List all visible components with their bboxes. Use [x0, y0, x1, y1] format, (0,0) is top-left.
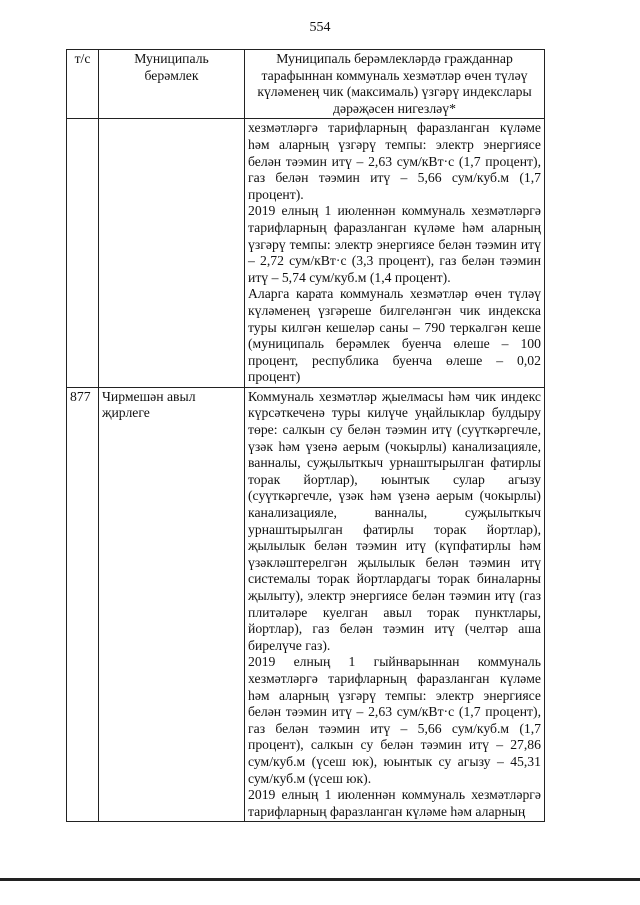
paragraph: хезмәтләргә тарифларның фаразланган күләме һәм аларның үзгәрү темпы: электр энергиясе белән тәэмин итү – 2,63 сум/кВт·с (1,7 процент), газ белән тәэмин итү – 5,66 сум/куб.м (1,7 процент). — [248, 120, 541, 202]
tariff-table — [66, 49, 545, 822]
row-number: 877 — [67, 387, 99, 821]
table-row — [67, 387, 545, 821]
header-number: т/с — [67, 50, 99, 119]
header-description: Муниципаль берәмлекләрдә гражданнар тарафыннан коммуналь хезмәтләр өчен түләү күләменең чик (максималь) үзгәрү индекслары дәрәҗәсен нигезләү* — [245, 50, 545, 119]
page-bottom-rule — [0, 878, 640, 881]
paragraph: 2019 елның 1 гыйнварыннан коммуналь хезмәтләргә тарифларның фаразланган күләме һәм аларның үзгәрү темпы: электр энергиясе белән тәэмин итү – 2,63 сум/кВт·с (1,7 процент), газ белән тәэмин итү – 5,66 сум/куб.м (1,7 процент), салкын су белән тәэмин итү – 27,86 сум/куб.м (үсеш юк), юынтык су агызу – 45,31 сум/куб.м (үсеш юк). — [248, 654, 541, 786]
table-row — [67, 119, 545, 388]
paragraph: 2019 елның 1 июленнән коммуналь хезмәтләргә тарифларның фаразланган күләме һәм аларның үзгәрү темпы: электр энергиясе белән тәэмин итү – 2,72 сум/кВт·с (3,3 процент), газ белән тәэмин итү – 5,74 сум/куб.м (1,4 процент). — [248, 203, 541, 285]
paragraph: Коммуналь хезмәтләр җыелмасы һәм чик индекс күрсәткеченә туры килүче уңайлыклар булдыру төре: салкын су белән тәэмин итү (суүткәргечле, үзәк һәм үзенә аерым (чокырлы) канализацияле, ванналы, суҗылыткыч урнаштырылган фатирлы торак йортлар), юынтык сулар агызу (суүткәргечле, үзәк һәм үзенә аерым (чокырлы) канализацияле, ванналы, суҗылыткыч урнаштырылган фатирлы торак йортлар), җылылык белән тәэмин итү (күпфатирлы һәм үзәкләштерелгән җылылык белән тәэмин итү системалы торак йортлардагы торак биналарны җылыту), электр энергиясе белән тәэмин итү (газ плитәләре куелган авыл торак пунктлары, йортлар), газ белән тәэмин итү (челтәр аша бирелүче газ). — [248, 388, 541, 653]
table-header-row — [67, 50, 545, 119]
paragraph: 2019 елның 1 июленнән коммуналь хезмәтләргә тарифларның фаразланган күләме һәм аларның — [248, 787, 541, 819]
row-municipality: Чирмешән авыл җирлеге — [99, 387, 245, 821]
row-description — [245, 387, 545, 821]
page-number: 554 — [309, 20, 331, 35]
paragraph: Аларга карата коммуналь хезмәтләр өчен түләү күләменең үзгәреше билгеләнгән чик индекска туры килгән кешеләр саны – 790 теркәлгән кеше (муниципаль берәмлек буенча өлеше – 100 процент, республика буенча өлеше – 0,02 процент) — [248, 286, 541, 385]
header-municipality: Муниципаль берәмлек — [99, 50, 245, 119]
row-municipality — [99, 119, 245, 388]
row-number — [67, 119, 99, 388]
row-description — [245, 119, 545, 388]
